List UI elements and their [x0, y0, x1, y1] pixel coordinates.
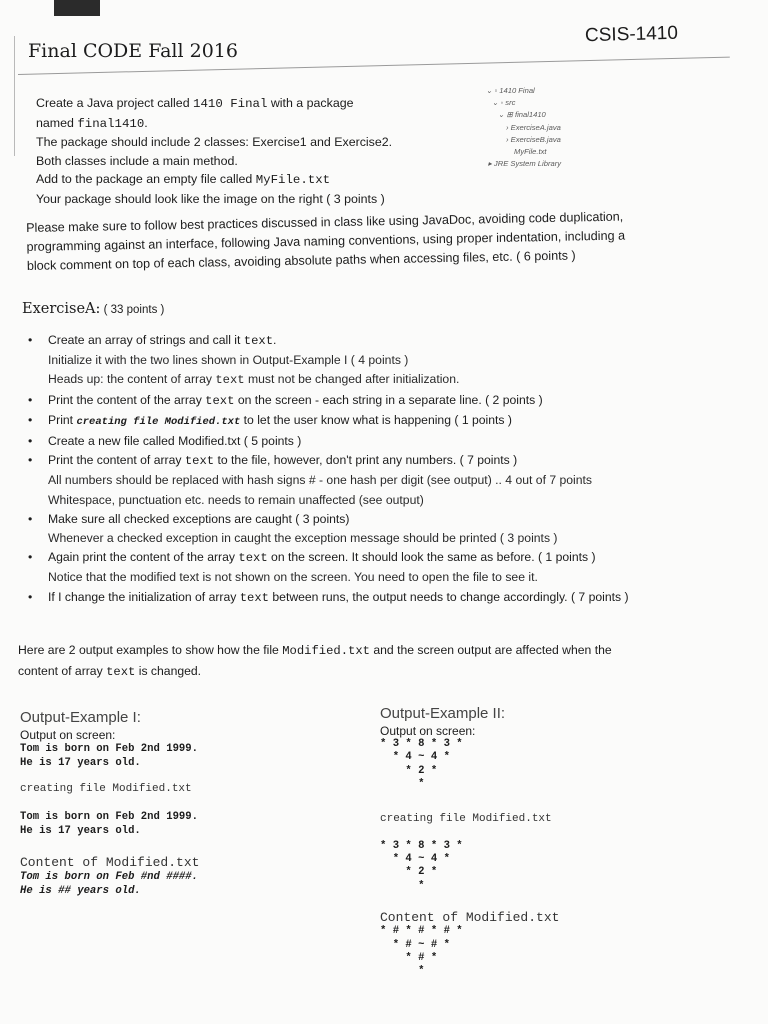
screen-line: * 2 * [380, 764, 438, 777]
exercise-list [22, 331, 742, 608]
list-item [22, 451, 742, 510]
list-item [22, 331, 742, 391]
tree-label: MyFile.txt [514, 147, 547, 157]
content-line: * # ~ # * [380, 938, 450, 951]
text-run: on the screen - each string in a separate line. ( 2 points ) [234, 392, 543, 407]
tree-label: ExerciseA.java [510, 122, 561, 132]
course-code: CSIS-1410 [584, 22, 679, 47]
best-line: block comment on top of each class, avoiding absolute paths when accessing files, etc. ( 6 points ) [26, 248, 576, 273]
bullet-icon: • [28, 589, 33, 604]
examples-note [18, 640, 738, 682]
text-run: If I change the initialization of array [48, 589, 240, 604]
code-run: text [238, 551, 268, 566]
text-run: Create an array of strings and call it [48, 333, 244, 347]
code-run: text [184, 454, 215, 469]
tree-label: final1410 [514, 110, 546, 120]
example-heading: Output-Example II: [380, 705, 506, 722]
output-example-1 [20, 711, 199, 898]
screen-line: He is 17 years old. [20, 825, 141, 837]
intro-line [36, 94, 466, 114]
package-name: final1410 [77, 116, 145, 131]
item-detail: All numbers should be replaced with hash signs # - one hash per digit (see output) .. 4 out of 7 points [48, 473, 593, 488]
list-item [22, 391, 742, 411]
item-detail: Whenever a checked exception in caught the exception message should be printed ( 3 points ) [48, 531, 558, 546]
example-heading: Output-Example I: [20, 709, 141, 726]
tree-project: ⌄ ▫ 1410 Final [486, 86, 535, 95]
text-run: Here are 2 output examples to show how the file [18, 643, 283, 657]
bullet-icon: • [28, 550, 33, 565]
code-run: text [243, 334, 274, 348]
creating-line: creating file Modified.txt [380, 812, 552, 825]
text-run: to the file, however, don't print any numbers. ( 7 points ) [214, 453, 518, 468]
list-item [22, 432, 742, 451]
intro-line: The package should include 2 classes: Exercise1 and Exercise2. [36, 135, 393, 149]
text-run: . [273, 333, 277, 347]
intro-line: Your package should look like the image on the right ( 3 points ) [36, 191, 385, 206]
screen-line: Tom is born on Feb 2nd 1999. [20, 743, 199, 755]
text-run: Create a Java project called [36, 96, 194, 110]
note-line [18, 661, 738, 682]
text-run: Again print the content of the array [48, 550, 239, 565]
package-tree [486, 85, 561, 170]
scan-mark [54, 0, 100, 16]
best-line: programming against an interface, following Java naming conventions, using proper indentation, including a [26, 228, 626, 254]
content-line: He is ## years old. [20, 885, 141, 897]
item-detail: Notice that the modified text is not shown on the screen. You need to open the file to see it. [48, 570, 538, 585]
best-line: Please make sure to follow best practices discussed in class like using JavaDoc, avoiding code duplication, [26, 209, 624, 235]
intro-line: Both classes include a main method. [36, 153, 238, 168]
screen-line: He is 17 years old. [20, 757, 141, 769]
text-run: between runs, the output needs to change accordingly. ( 7 points ) [269, 589, 629, 604]
tree-label: JRE System Library [493, 159, 562, 169]
content-line: * # * [380, 952, 438, 965]
tree-file [486, 146, 561, 158]
list-item [22, 588, 742, 608]
exercise-points: ( 33 points ) [100, 304, 165, 316]
file-name: Modified.txt [282, 644, 370, 658]
screen-line: Tom is born on Feb 2nd 1999. [20, 811, 199, 823]
tree-file: › ExerciseB.java [506, 134, 561, 144]
tree-label: ExerciseB.java [510, 134, 561, 144]
creating-line: creating file Modified.txt [20, 783, 192, 795]
content-line: * [380, 965, 425, 978]
list-item [22, 510, 742, 548]
screen-line: * 3 * 8 * 3 * [380, 839, 463, 852]
tree-label: src [505, 98, 516, 108]
bullet-icon: • [28, 434, 33, 449]
text-run: Print the content of array [48, 453, 185, 468]
screen-line: * 4 ~ 4 * [380, 751, 450, 764]
list-item [22, 548, 742, 587]
screen-line: * [380, 879, 425, 892]
text-run: content of array [18, 664, 107, 678]
file-name: MyFile.txt [255, 173, 331, 187]
tree-file: › ExerciseA.java [506, 122, 561, 132]
item-detail: Whitespace, punctuation etc. needs to remain unaffected (see output) [48, 492, 424, 507]
tree-library: ▸ JRE System Library [488, 159, 562, 169]
code-run: text [239, 590, 269, 605]
bullet-icon: • [28, 412, 33, 427]
text-run: is changed. [135, 664, 202, 678]
intro-line [36, 114, 466, 134]
text-run: and the screen output are affected when the [369, 643, 612, 657]
bullet-icon: • [28, 392, 33, 407]
note-line [18, 640, 738, 661]
content-line: * # * # * # * [380, 925, 463, 938]
best-practices [26, 206, 727, 276]
content-label: Content of Modified.txt [20, 855, 200, 870]
exercise-heading [22, 301, 164, 317]
screen-line: * 3 * 8 * 3 * [380, 738, 463, 750]
list-item [22, 411, 742, 432]
item-detail: Heads up: the content of array text must not be changed after initialization. [48, 372, 460, 388]
tree-package: ⌄ ⊞ final1410 [498, 110, 546, 120]
screen-line: * [380, 778, 425, 791]
bullet-icon: • [28, 333, 33, 347]
text-run: Print [48, 412, 77, 427]
text-run: named [36, 115, 78, 130]
exam-title: Final CODE Fall 2016 [28, 40, 238, 62]
text-run: Print the content of the array [48, 392, 206, 407]
bullet-icon: • [28, 453, 33, 468]
tree-src: ⌄ ◦ src [492, 98, 516, 108]
text-run: on the screen. It should look the same as before. ( 1 points ) [267, 550, 596, 565]
content-line: Tom is born on Feb #nd ####. [20, 871, 199, 883]
code-run: text [205, 393, 235, 408]
code-run: creating file Modified.txt [76, 415, 241, 428]
code-run: text [106, 665, 136, 679]
screen-line: * 2 * [380, 866, 438, 879]
text-run: Make sure all checked exceptions are caught ( 3 points) [48, 511, 350, 526]
tree-label: 1410 Final [499, 86, 535, 95]
output-example-2 [380, 707, 559, 979]
project-name: 1410 Final [193, 97, 268, 111]
margin-line [14, 36, 15, 156]
screen-line: * 4 ~ 4 * [380, 853, 450, 866]
content-label: Content of Modified.txt [380, 910, 560, 926]
item-detail: Initialize it with the two lines shown in Output-Example I ( 4 points ) [48, 353, 409, 368]
screen-label: Output on screen: [380, 724, 476, 738]
text-run: with a package [267, 96, 354, 110]
intro-line [36, 170, 466, 190]
bullet-icon: • [28, 511, 33, 526]
text-run: to let the user know what is happening ( 1 points ) [240, 412, 512, 427]
intro-instructions [36, 94, 466, 208]
text-run: Create a new file called Modified.txt ( 5 points ) [48, 434, 302, 449]
screen-label: Output on screen: [20, 728, 116, 742]
exercise-title: ExerciseA: [22, 301, 101, 317]
text-run: . [144, 115, 148, 130]
text-run: Add to the package an empty file called [36, 172, 256, 186]
